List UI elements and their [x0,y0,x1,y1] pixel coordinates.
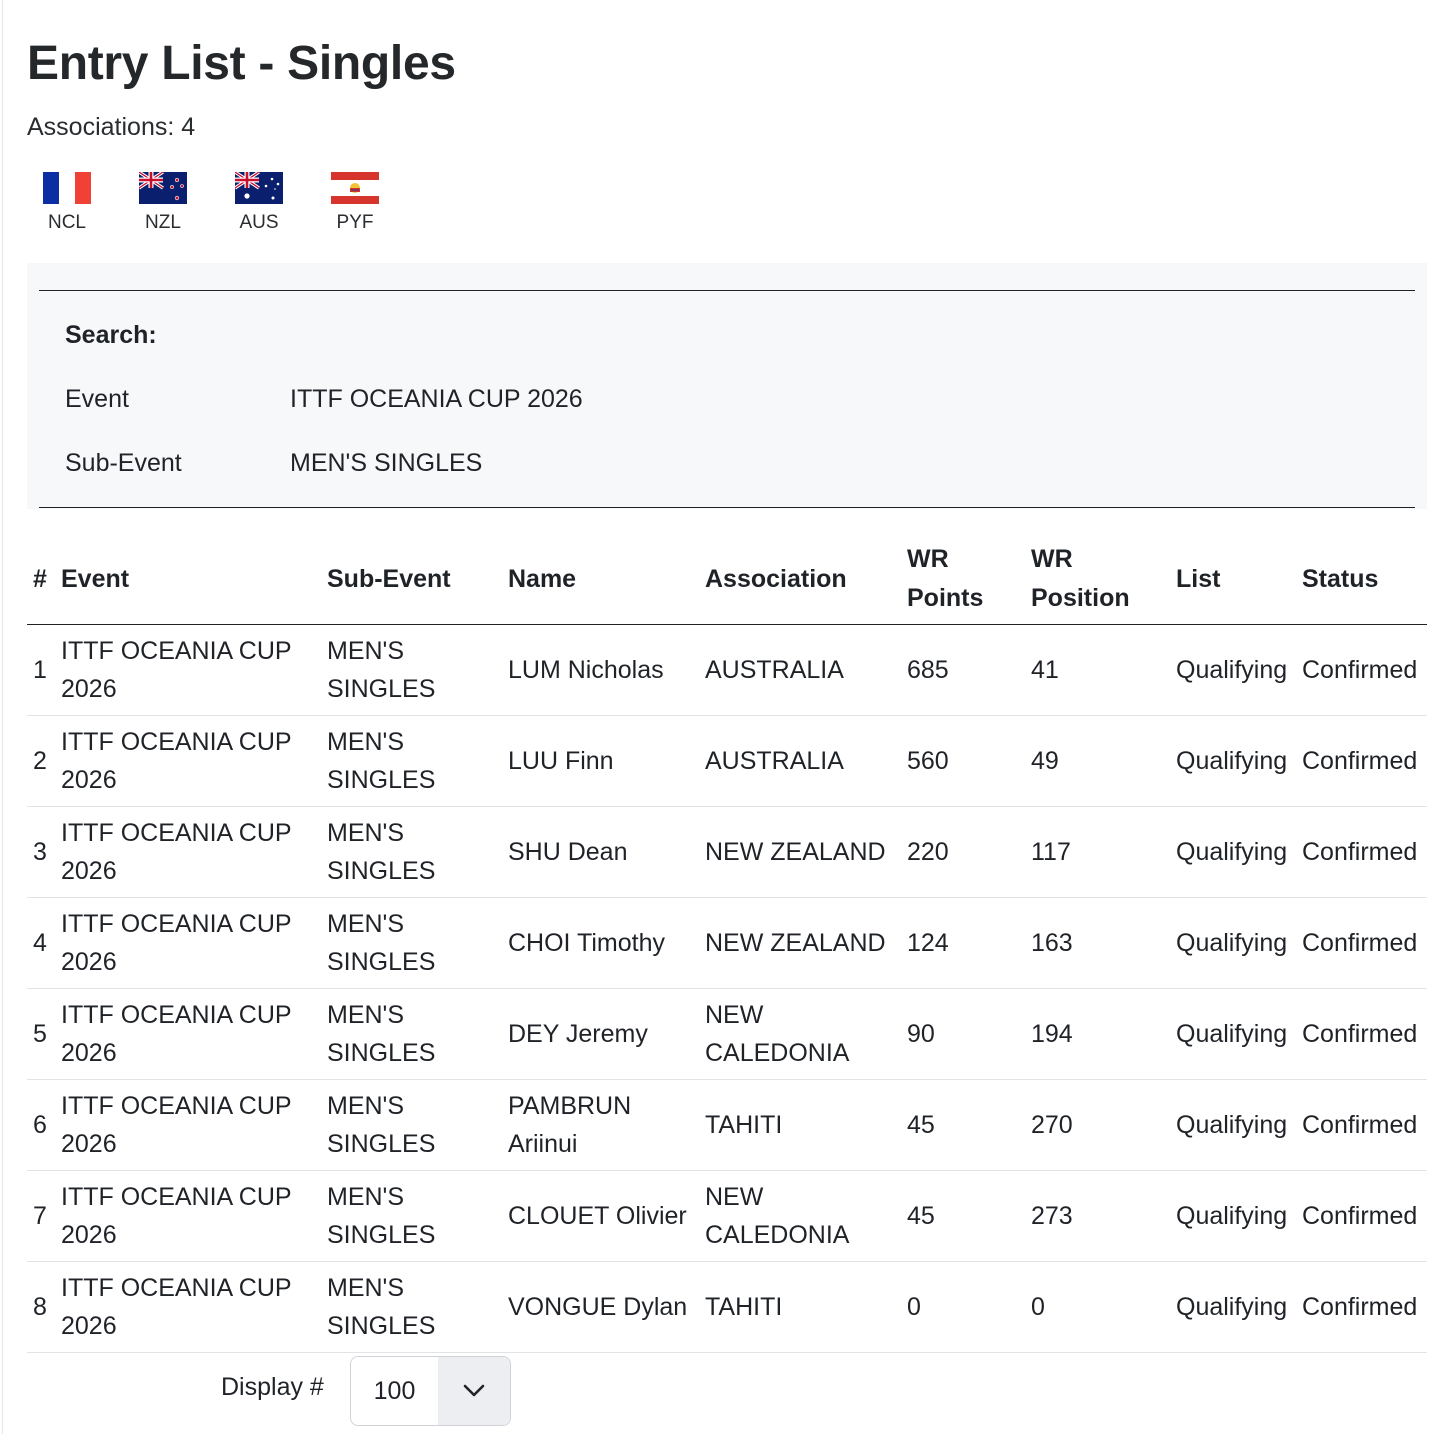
cell-sub-event: MEN'S SINGLES [321,807,502,898]
table-row[interactable] [27,898,1427,989]
cell-wr-points: 0 [901,1262,1025,1353]
table-header-row [27,534,1427,625]
cell-sub-event: MEN'S SINGLES [321,1171,502,1262]
cell-name: VONGUE Dylan [502,1262,699,1353]
cell-wr-points: 45 [901,1171,1025,1262]
col-header-status[interactable]: Status [1296,534,1427,625]
cell-wr-points: 124 [901,898,1025,989]
flag-code: AUS [239,212,279,233]
cell-status: Confirmed [1296,1262,1427,1353]
flag-item-pyf[interactable] [328,172,424,234]
col-header-sub-event[interactable]: Sub-Event [321,534,502,625]
cell-wr-position: 270 [1025,1080,1170,1171]
filter-label-event: Event [65,385,129,413]
cell-association: TAHITI [699,1080,901,1171]
france-flag-icon [43,172,91,204]
filter-value-event: ITTF OCEANIA CUP 2026 [290,385,583,413]
divider [39,507,1415,508]
col-header-wr-position[interactable]: WR Position [1025,534,1170,625]
cell-sub-event: MEN'S SINGLES [321,625,502,716]
col-header-name[interactable]: Name [502,534,699,625]
filter-value-sub-event: MEN'S SINGLES [290,449,483,477]
cell-status: Confirmed [1296,716,1427,807]
table-row[interactable] [27,1262,1427,1353]
cell-wr-position: 49 [1025,716,1170,807]
cell-list: Qualifying [1170,1171,1296,1262]
associations-count: Associations: 4 [27,113,196,141]
cell-name: DEY Jeremy [502,989,699,1080]
table-row[interactable] [27,989,1427,1080]
cell-wr-points: 90 [901,989,1025,1080]
cell-list: Qualifying [1170,807,1296,898]
cell-number: 7 [27,1171,55,1262]
cell-event: ITTF OCEANIA CUP 2026 [55,1171,321,1262]
col-header-wr-points[interactable]: WR Points [901,534,1025,625]
cell-name: PAMBRUN Ariinui [502,1080,699,1171]
cell-wr-position: 117 [1025,807,1170,898]
search-heading: Search: [65,321,157,349]
cell-wr-points: 45 [901,1080,1025,1171]
cell-list: Qualifying [1170,898,1296,989]
cell-wr-points: 685 [901,625,1025,716]
display-count-label: Display # [221,1373,324,1401]
cell-status: Confirmed [1296,625,1427,716]
entry-list-table [27,534,1427,1353]
flag-item-ncl[interactable] [40,172,136,234]
cell-event: ITTF OCEANIA CUP 2026 [55,1262,321,1353]
cell-status: Confirmed [1296,807,1427,898]
chevron-down-icon [463,1384,485,1398]
cell-name: CHOI Timothy [502,898,699,989]
display-count-select[interactable] [350,1356,511,1426]
table-row[interactable] [27,625,1427,716]
cell-sub-event: MEN'S SINGLES [321,716,502,807]
cell-sub-event: MEN'S SINGLES [321,898,502,989]
cell-list: Qualifying [1170,716,1296,807]
cell-event: ITTF OCEANIA CUP 2026 [55,898,321,989]
col-header-number[interactable]: # [27,534,55,625]
filter-label-sub-event: Sub-Event [65,449,182,477]
cell-name: LUM Nicholas [502,625,699,716]
cell-wr-position: 273 [1025,1171,1170,1262]
cell-name: SHU Dean [502,807,699,898]
cell-status: Confirmed [1296,1080,1427,1171]
cell-association: NEW CALEDONIA [699,1171,901,1262]
page-left-border [2,0,3,1434]
cell-wr-position: 194 [1025,989,1170,1080]
cell-association: TAHITI [699,1262,901,1353]
cell-name: LUU Finn [502,716,699,807]
table-row[interactable] [27,716,1427,807]
table-row[interactable] [27,1171,1427,1262]
col-header-event[interactable]: Event [55,534,321,625]
french-polynesia-flag-icon [331,172,379,204]
table-row[interactable] [27,1080,1427,1171]
cell-number: 3 [27,807,55,898]
cell-status: Confirmed [1296,898,1427,989]
cell-status: Confirmed [1296,989,1427,1080]
new-zealand-flag-icon [139,172,187,204]
page-title: Entry List - Singles [27,37,456,90]
cell-event: ITTF OCEANIA CUP 2026 [55,807,321,898]
cell-number: 5 [27,989,55,1080]
cell-event: ITTF OCEANIA CUP 2026 [55,625,321,716]
cell-number: 2 [27,716,55,807]
table-body [27,625,1427,1353]
cell-number: 1 [27,625,55,716]
cell-association: AUSTRALIA [699,716,901,807]
cell-wr-position: 163 [1025,898,1170,989]
col-header-list[interactable]: List [1170,534,1296,625]
flag-item-aus[interactable] [232,172,328,234]
cell-sub-event: MEN'S SINGLES [321,1080,502,1171]
cell-wr-points: 560 [901,716,1025,807]
cell-number: 4 [27,898,55,989]
cell-number: 6 [27,1080,55,1171]
cell-association: NEW CALEDONIA [699,989,901,1080]
cell-event: ITTF OCEANIA CUP 2026 [55,1080,321,1171]
flag-item-nzl[interactable] [136,172,232,234]
cell-sub-event: MEN'S SINGLES [321,989,502,1080]
cell-list: Qualifying [1170,625,1296,716]
cell-association: NEW ZEALAND [699,807,901,898]
cell-sub-event: MEN'S SINGLES [321,1262,502,1353]
cell-wr-points: 220 [901,807,1025,898]
australia-flag-icon [235,172,283,204]
cell-association: NEW ZEALAND [699,898,901,989]
cell-wr-position: 41 [1025,625,1170,716]
flag-code: NCL [47,212,86,233]
cell-list: Qualifying [1170,1262,1296,1353]
display-count-value: 100 [373,1376,416,1405]
table-row[interactable] [27,807,1427,898]
cell-association: AUSTRALIA [699,625,901,716]
flag-code: NZL [145,212,181,233]
display-caret-button[interactable] [438,1357,510,1425]
cell-event: ITTF OCEANIA CUP 2026 [55,716,321,807]
cell-number: 8 [27,1262,55,1353]
cell-list: Qualifying [1170,1080,1296,1171]
cell-name: CLOUET Olivier [502,1171,699,1262]
association-flags [40,172,424,234]
cell-wr-position: 0 [1025,1262,1170,1353]
search-panel [27,263,1427,509]
col-header-association[interactable]: Association [699,534,901,625]
cell-event: ITTF OCEANIA CUP 2026 [55,989,321,1080]
flag-code: PYF [336,212,374,233]
divider [39,290,1415,291]
cell-status: Confirmed [1296,1171,1427,1262]
cell-list: Qualifying [1170,989,1296,1080]
